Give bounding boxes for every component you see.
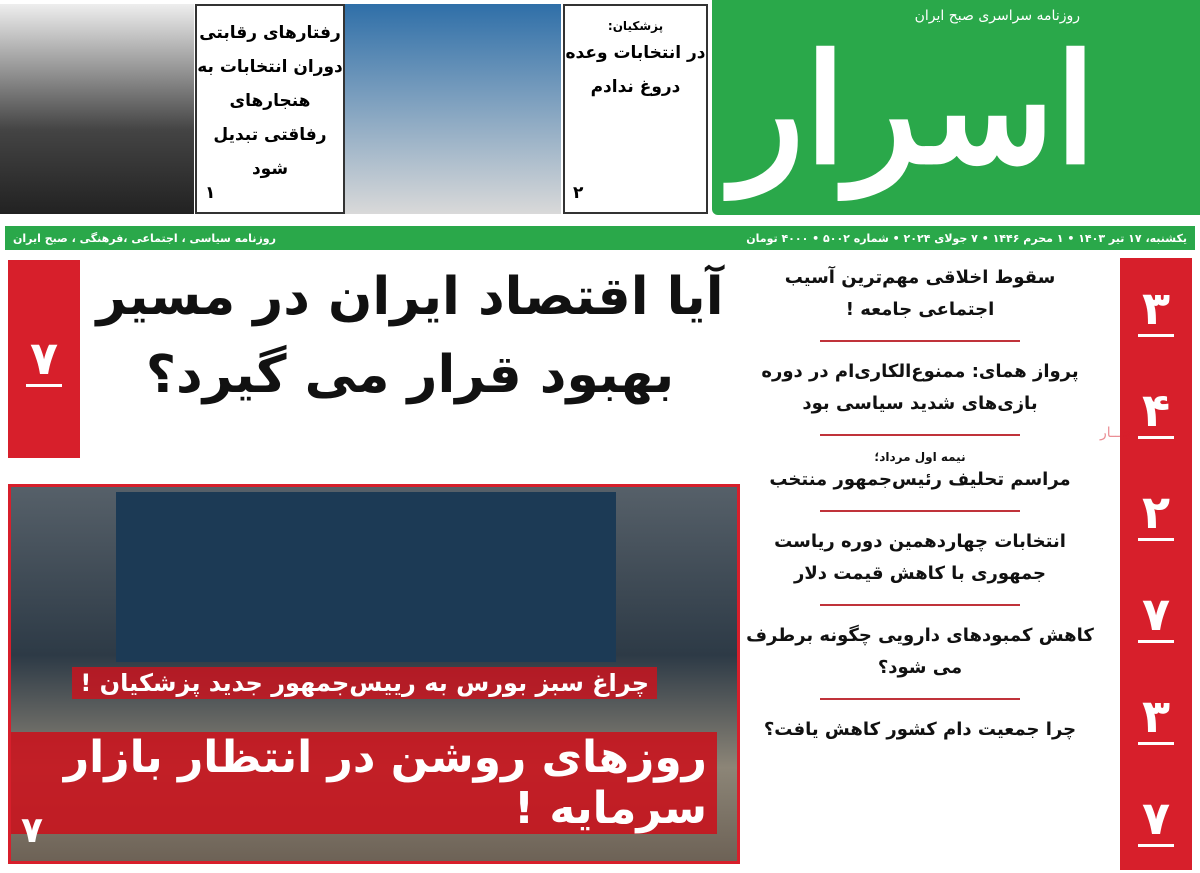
page-number: ۲: [573, 183, 584, 203]
main-headline[interactable]: آیا اقتصاد ایران در مسیر بهبود قرار می گیرد؟: [96, 267, 724, 405]
page-number: ۷: [1138, 792, 1174, 847]
page-number: ۷: [26, 332, 62, 387]
photo-headline: روزهای روشن در انتظار بازار سرمایه !: [11, 732, 717, 834]
kicker: پزشکیان:: [607, 19, 664, 33]
page-number: ۷: [1138, 588, 1174, 643]
side-item[interactable]: انتخابات چهاردهمین دوره ریاست جمهوری با کاهش قیمت دلار: [774, 531, 1066, 584]
stock-board: [116, 492, 616, 662]
watermark: جـــار: [1100, 425, 1132, 441]
page-number: ۷: [21, 810, 43, 851]
page-number: ۱: [205, 183, 216, 203]
info-bar: [5, 226, 1195, 250]
side-item[interactable]: سقوط اخلاقی مهم‌ترین آسیب اجتماعی جامعه !: [784, 267, 1056, 320]
page-number: ۳: [1138, 690, 1174, 745]
divider: [820, 510, 1020, 512]
masthead: [712, 0, 1200, 215]
page-number: ۴: [1138, 384, 1174, 439]
page-number: ۳: [1138, 282, 1174, 337]
main-photo[interactable]: [8, 484, 740, 864]
side-item[interactable]: پرواز همای: ممنوع‌الکاری‌ام در دوره بازی‌های شدید سیاسی بود: [761, 361, 1079, 414]
divider: [820, 698, 1020, 700]
page-number: ۲: [1138, 486, 1174, 541]
tagline: روزنامه سراسری صبح ایران: [914, 8, 1080, 24]
divider: [820, 340, 1020, 342]
photo-leader: [0, 4, 194, 214]
side-kicker: نیمه اول مرداد؛: [874, 450, 966, 464]
side-item[interactable]: مراسم تحلیف رئیس‌جمهور منتخب: [769, 469, 1071, 490]
main-page-badge: [8, 260, 80, 458]
top-box-rivalry[interactable]: [195, 4, 345, 214]
divider: [820, 604, 1020, 606]
top-box-pezeshkian[interactable]: [563, 4, 708, 214]
box-text: رفتارهای رقابتی دوران انتخابات به هنجارهای رفاقتی تبدیل شود: [197, 23, 343, 179]
side-headlines: [745, 262, 1095, 746]
side-item[interactable]: چرا جمعیت دام کشور کاهش یافت؟: [763, 719, 1077, 740]
date-line: یکشنبه، ۱۷ تیر ۱۴۰۳ • ۱ محرم ۱۴۴۶ • ۷ جولای ۲۰۲۴ • شماره ۵۰۰۲ • ۴۰۰۰ تومان: [746, 231, 1187, 245]
box-text: در انتخابات وعده دروغ ندادم: [565, 43, 706, 97]
divider: [820, 434, 1020, 436]
page-number-strip: [1120, 258, 1192, 870]
photo-kicker: چراغ سبز بورس به رییس‌جمهور جدید پزشکیان !: [72, 667, 657, 699]
photo-pezeshkian: [345, 4, 561, 214]
logo: اسرار: [732, 22, 1097, 198]
paper-description: روزنامه سیاسی ، اجتماعی ،فرهنگی ، صبح ایران: [13, 231, 276, 245]
side-item[interactable]: کاهش کمبودهای دارویی چگونه برطرف می شود؟: [746, 625, 1094, 678]
